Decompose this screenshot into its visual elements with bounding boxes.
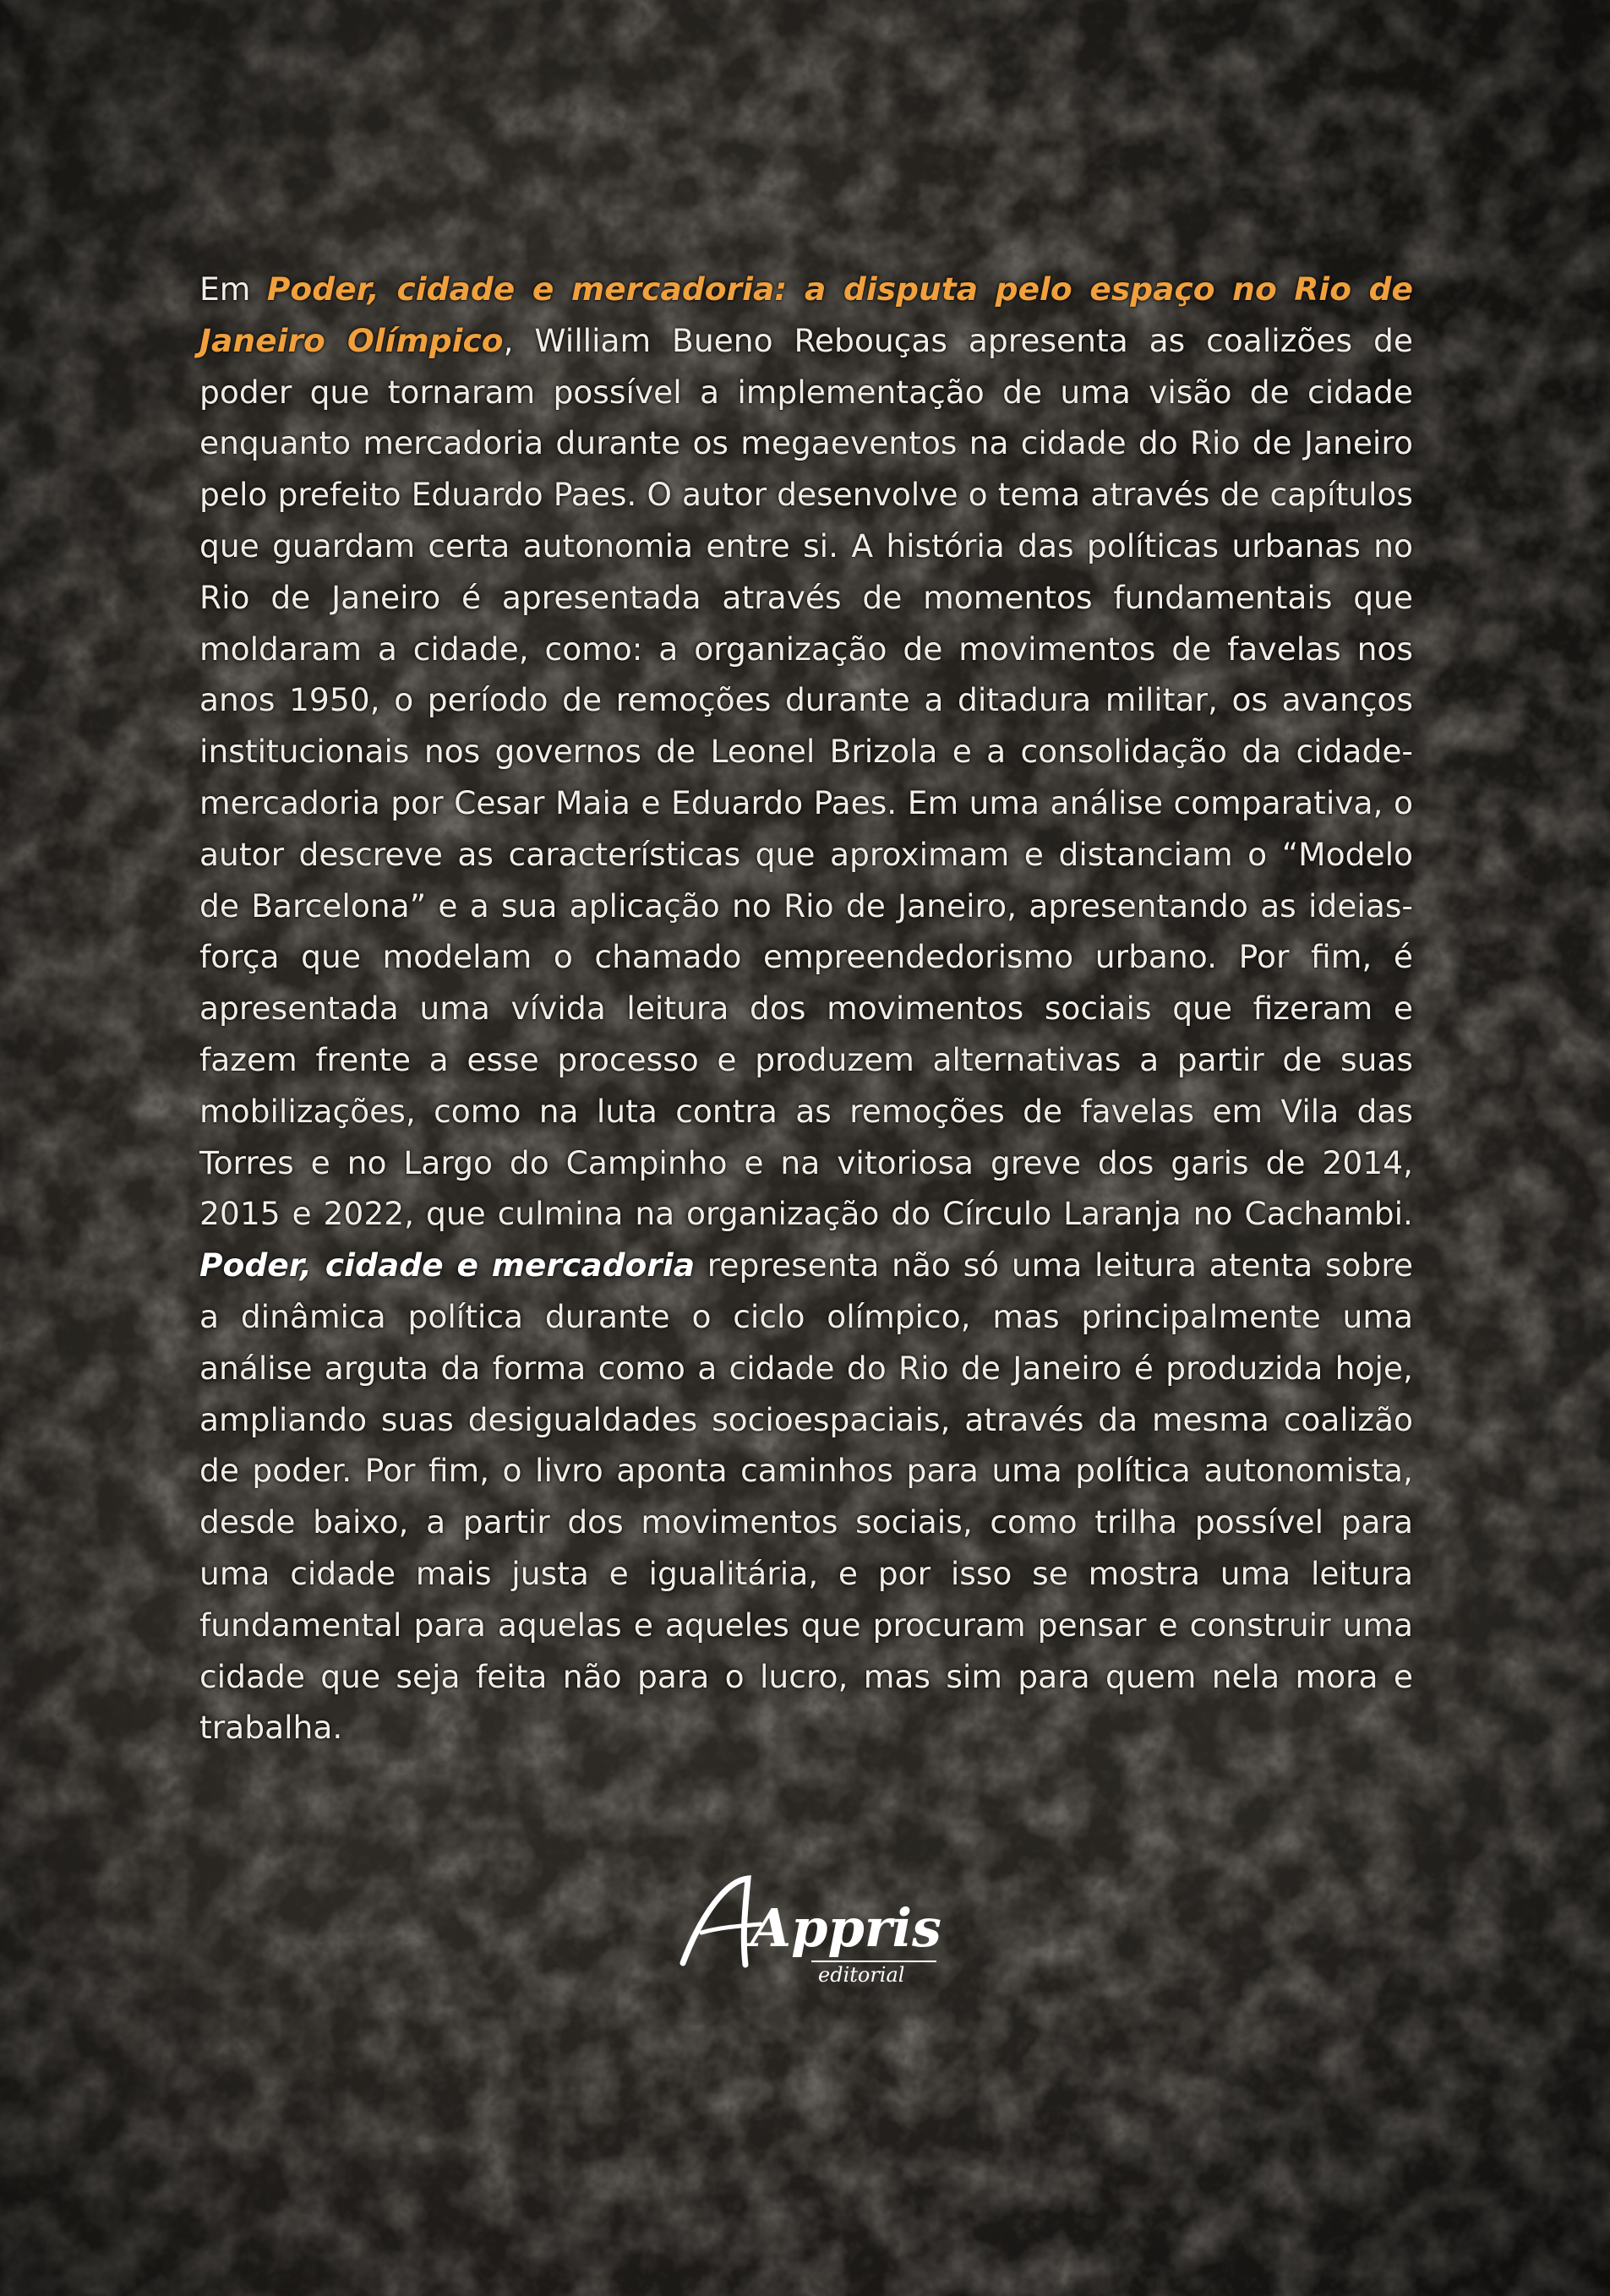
synopsis-part-1: , William Bueno Rebouças apresenta as coalizões de poder que tornaram possível a implementação de uma visão de cidade enquanto mercadoria durante os megaeventos na cidade do Rio de Janeiro pelo prefeito Eduardo Paes. O autor desenvolve o tema através de capítulos que guardam certa autonomia entre si. A história das políticas urbanas no Rio de Janeiro é apresentada através de momentos fundamentais que moldaram a cidade, como: a organização de movimentos de favelas nos anos 1950, o período de remoções durante a ditadura militar, os avanços institucionais nos governos de Leonel Brizola e a consolidação da cidade-mercadoria por Cesar Maia e Eduardo Paes. Em uma análise comparativa, o autor descreve as características que aproximam e distanciam o “Modelo de Barcelona” e a sua aplicação no Rio de Janeiro, apresentando as ideias-força que modelam o chamado empreendedorismo urbano. Por fim, é apresentada uma vívida leitura dos movimentos sociais que fizeram e fazem frente a esse processo e produzem alternativas a partir de suas mobilizações, como na luta contra as remoções de favelas em Vila das Torres e no Largo do Campinho e na vitoriosa greve dos garis de 2014, 2015 e 2022, que culmina na organização do Círculo Laranja no Cachambi. [199,321,1413,1233]
synopsis-intro: Em [199,270,267,308]
appris-logo [668,1863,947,1990]
logo-tagline: editorial [818,1963,905,1987]
book-title-short: Poder, cidade e mercadoria [199,1246,696,1284]
book-title: Poder, cidade e mercadoria: a disputa pelo espaço no Rio de Janeiro Olímpico [199,270,1414,359]
synopsis-part-2: representa não só uma leitura atenta sobre a dinâmica política durante o ciclo olímpico, mas principalmente uma análise arguta da forma como a cidade do Rio de Janeiro é produzida hoje, ampliando suas desigualdades socioespaciais, através da mesma coalizão de poder. Por fim, o livro aponta caminhos para uma política autonomista, desde baixo, a partir dos movimentos sociais, como trilha possível para uma cidade mais justa e igualitária, e por isso se mostra uma leitura fundamental para aquelas e aqueles que procuram pensar e construir uma cidade que seja feita não para o lucro, mas sim para quem nela mora e trabalha. [199,1246,1413,1747]
synopsis-text [199,264,1413,1753]
logo-wordmark: Appris [750,1897,941,1959]
